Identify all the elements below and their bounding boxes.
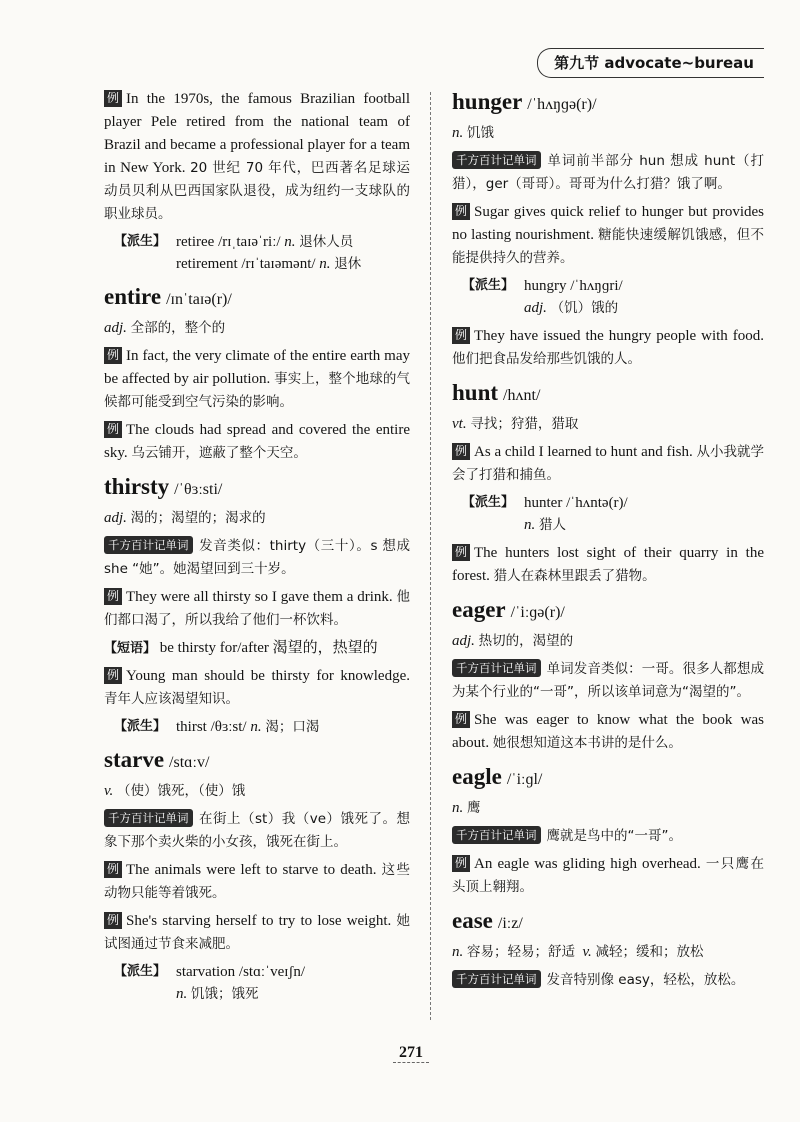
example-icon: 例 — [104, 588, 122, 605]
mnemonic: 千方百计记单词 单词发音类似：一哥。很多人都想成为某个行业的“一哥”，所以该单词意为“渴望的”。 — [452, 661, 764, 700]
definition: n. 鹰 — [452, 800, 481, 816]
example-icon: 例 — [104, 861, 122, 878]
column-divider — [430, 92, 431, 1020]
definition: v. （使）饿死，（使）饿 — [104, 783, 246, 799]
example-icon: 例 — [452, 327, 470, 344]
example-sentence: 例 Sugar gives quick relief to hunger but provides no lasting nourishment. 糖能快速缓解饥饿感，但不能提供持久的营养。 — [452, 204, 764, 266]
example-icon: 例 — [104, 667, 122, 684]
example-sentence: 例 As a child I learned to hunt and fish. 从小我就学会了打猎和捕鱼。 — [452, 444, 764, 483]
entry-headword: eagle /ˈiːɡl/ — [452, 764, 543, 789]
derivation-block: 【派生】 hungry /ˈhʌŋɡri/ adj. （饥）饿的 — [462, 278, 623, 316]
mnemonic: 千方百计记单词 发音特别像 easy，轻松，放松。 — [452, 969, 764, 992]
mnemonic: 千方百计记单词 鹰就是鸟中的“一哥”。 — [452, 825, 764, 848]
right-column — [452, 88, 764, 1028]
example-icon: 例 — [452, 544, 470, 561]
example-sentence: 例 She was eager to know what the book was about. 她很想知道这本书讲的是什么。 — [452, 712, 764, 751]
example-icon: 例 — [104, 912, 122, 929]
example-sentence: 例 In the 1970s, the famous Brazilian football player Pele retired from the national team of Brazil and became a professional player for a team in New York. 20 世纪 70 年代，巴西著名足球运动员贝利从巴西国家队退役，成为纽约一支球队的职业球员。 — [104, 91, 410, 222]
example-sentence: 例 The hunters lost sight of their quarry in the forest. 猎人在森林里跟丢了猎物。 — [452, 545, 764, 584]
phrase: 【短语】 be thirsty for/after 渴望的，热望的 — [104, 640, 378, 656]
mnemonic-badge: 千方百计记单词 — [452, 659, 541, 677]
entry-headword: hunt /hʌnt/ — [452, 380, 541, 405]
entry-headword: hunger /ˈhʌŋɡə(r)/ — [452, 89, 597, 114]
mnemonic-badge: 千方百计记单词 — [452, 970, 541, 988]
derivation-block: 【派生】 retiree /rɪˌtaɪəˈriː/ n. 退休人员 retirement /rɪˈtaɪəmənt/ n. 退休 — [114, 231, 410, 275]
example-icon: 例 — [104, 421, 122, 438]
definition: n. 饥饿 — [452, 125, 494, 141]
example-icon: 例 — [104, 90, 122, 107]
example-icon: 例 — [452, 443, 470, 460]
mnemonic: 千方百计记单词 在街上（st）我（ve）饿死了。想象下那个卖火柴的小女孩，饿死在街上。 — [104, 811, 410, 850]
entry-headword: thirsty /ˈθɜːsti/ — [104, 474, 223, 499]
example-sentence: 例 She's starving herself to try to lose weight. 她试图通过节食来减肥。 — [104, 913, 410, 952]
page-number: 271 — [393, 1044, 429, 1063]
example-icon: 例 — [452, 855, 470, 872]
mnemonic: 千方百计记单词 单词前半部分 hun 想成 hunt（打猎），ger（哥哥）。哥哥为什么打猎？饿了啊。 — [452, 153, 764, 192]
entry-headword: entire /ɪnˈtaɪə(r)/ — [104, 284, 232, 309]
example-icon: 例 — [452, 711, 470, 728]
example-sentence: 例 They have issued the hungry people with food. 他们把食品发给那些饥饿的人。 — [452, 328, 764, 367]
mnemonic-badge: 千方百计记单词 — [452, 826, 541, 844]
derivation-label: 【派生】 — [114, 234, 167, 249]
example-sentence: 例 An eagle was gliding high overhead. 一只鹰在头顶上翱翔。 — [452, 856, 764, 895]
example-sentence: 例 Young man should be thirsty for knowledge. 青年人应该渴望知识。 — [104, 668, 410, 707]
left-column — [104, 88, 410, 1028]
entry-headword: ease /iːz/ — [452, 908, 523, 933]
derivation-block: 【派生】 thirst /θɜːst/ n. 渴；口渴 — [114, 719, 320, 735]
example-sentence: 例 The clouds had spread and covered the entire sky. 乌云铺开，遮蔽了整个天空。 — [104, 422, 410, 461]
derivation-block: 【派生】 hunter /ˈhʌntə(r)/ n. 猎人 — [462, 495, 628, 533]
example-icon: 例 — [452, 203, 470, 220]
derivation-block: 【派生】 starvation /stɑːˈveɪʃn/ n. 饥饿；饿死 — [114, 964, 306, 1002]
definition: n. 容易；轻易；舒适 v. 减轻；缓和；放松 — [452, 944, 704, 960]
entry-headword: starve /stɑːv/ — [104, 747, 210, 772]
entry-headword: eager /ˈiːɡə(r)/ — [452, 597, 565, 622]
example-sentence: 例 The animals were left to starve to death. 这些动物只能等着饿死。 — [104, 862, 410, 901]
mnemonic: 千方百计记单词 发音类似：thirty（三十）。s 想成 she “她”。她渴望回到三十岁。 — [104, 538, 410, 577]
definition: vt. 寻找；狩猎，猎取 — [452, 416, 579, 432]
example-sentence: 例 They were all thirsty so I gave them a drink. 他们都口渴了，所以我给了他们一杯饮料。 — [104, 589, 410, 628]
section-header: 第九节 advocate~bureau — [537, 48, 764, 78]
mnemonic-badge: 千方百计记单词 — [104, 809, 193, 827]
mnemonic-badge: 千方百计记单词 — [452, 151, 541, 169]
example-icon: 例 — [104, 347, 122, 364]
definition: adj. 全部的，整个的 — [104, 320, 226, 336]
definition: adj. 热切的，渴望的 — [452, 633, 574, 649]
example-sentence: 例 In fact, the very climate of the entire earth may be affected by air pollution. 事实上，整个地球的气候都可能受到空气污染的影响。 — [104, 348, 410, 410]
mnemonic-badge: 千方百计记单词 — [104, 536, 193, 554]
definition: adj. 渴的；渴望的；渴求的 — [104, 510, 266, 526]
